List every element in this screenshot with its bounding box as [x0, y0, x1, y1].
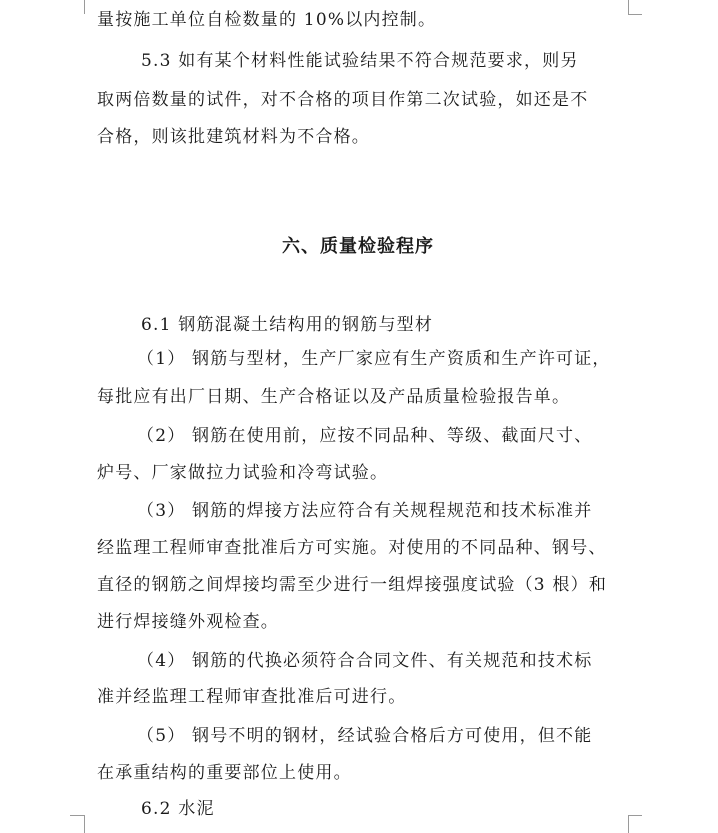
margin-crop-mark-bottom-right [628, 815, 629, 833]
item-3-line: （3） 钢筋的焊接方法应符合有关规程规范和技术标准并 [137, 501, 593, 521]
paragraph-line: 量按施工单位自检数量的 10%以内控制。 [97, 10, 437, 30]
margin-crop-mark-top-right-h [628, 14, 642, 15]
paragraph-line: 取两倍数量的试件，对不合格的项目作第二次试验，如还是不 [97, 90, 589, 110]
paragraph-line: 在承重结构的重要部位上使用。 [97, 763, 352, 783]
paragraph-line: 直径的钢筋之间焊接均需至少进行一组焊接强度试验（3 根）和 [97, 575, 608, 595]
clause-5-3-line: 5.3 如有某个材料性能试验结果不符合规范要求，则另 [141, 51, 579, 71]
paragraph-line: 进行焊接缝外观检查。 [97, 612, 279, 632]
paragraph-line: 合格，则该批建筑材料为不合格。 [97, 127, 370, 147]
margin-crop-mark-top-right [628, 0, 629, 14]
item-4-line: （4） 钢筋的代换必须符合合同文件、有关规范和技术标 [137, 651, 593, 671]
paragraph-line: 经监理工程师审查批准后方可实施。对使用的不同品种、钢号、 [97, 538, 607, 558]
clause-6-2-line: 6.2 水泥 [141, 799, 215, 819]
clause-6-1-line: 6.1 钢筋混凝土结构用的钢筋与型材 [141, 315, 434, 335]
margin-crop-mark-bottom-right-h [628, 815, 642, 816]
paragraph-line: 每批应有出厂日期、生产合格证以及产品质量检验报告单。 [97, 387, 571, 407]
section-heading: 六、质量检验程序 [282, 236, 434, 257]
item-2-line: （2） 钢筋在使用前，应按不同品种、等级、截面尺寸、 [137, 426, 593, 446]
paragraph-line: 炉号、厂家做拉力试验和冷弯试验。 [97, 463, 389, 483]
item-5-line: （5） 钢号不明的钢材，经试验合格后方可使用，但不能 [137, 726, 593, 746]
margin-crop-mark-top-left [84, 0, 85, 14]
margin-crop-mark-bottom-left-h [70, 815, 84, 816]
margin-crop-mark-bottom-left [84, 815, 85, 833]
item-1-line: （1） 钢筋与型材，生产厂家应有生产资质和生产许可证， [137, 349, 611, 369]
paragraph-line: 准并经监理工程师审查批准后可进行。 [97, 687, 407, 707]
